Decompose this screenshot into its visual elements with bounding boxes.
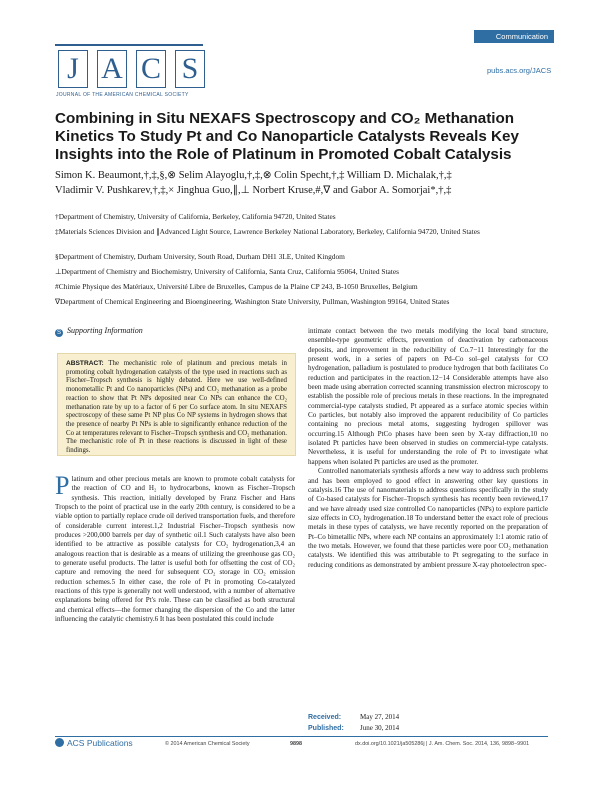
acs-logo-icon	[55, 738, 64, 747]
logo-letter-c: C	[136, 50, 166, 88]
doi-citation[interactable]: dx.doi.org/10.1021/ja505286j | J. Am. Chem. Soc. 2014, 136, 9898−9901	[355, 741, 530, 747]
acs-publications-logo	[55, 738, 133, 748]
affiliation: †Department of Chemistry, University of California, Berkeley, California 94720, United States	[55, 212, 336, 221]
author-list	[55, 168, 555, 198]
supporting-info-icon: S	[56, 330, 61, 336]
abstract-text: The mechanistic role of platinum and precious metals in promoting cobalt hydrogenation catalysts of the type used in reactions such as Fischer–Tropsch synthesis is highly debated. Here we use well-defined monometallic Pt and Co nanoparticles (NPs) and CO₂ methanation as a probe reaction to show that Pt NPs deposited near Co NPs can enhance the CO₂ methanation rate by up to a factor of 6 per Co surface atom. In situ NEXAFS spectroscopy of these same Pt NP plus Co NP systems in hydrogen shows that the presence of nearby Pt NPs is able to significantly enhance reduction of the Co at temperatures relevant to Fischer–Tropsch synthesis and CO₂ methanation. The mechanistic role of Pt in these reactions is discussed in light of these findings.	[66, 360, 287, 455]
body-column-left	[55, 471, 295, 625]
logo-letter-a: A	[97, 50, 127, 88]
affiliation: ‡Materials Sciences Division and ∥Advanced Light Source, Lawrence Berkeley National Laboratory, Berkeley, California 94720, United States	[55, 227, 480, 236]
supporting-info-label: Supporting Information	[67, 326, 143, 335]
logo-letter-j: J	[58, 50, 88, 88]
publication-dates	[308, 712, 399, 734]
received-label: Received:	[308, 714, 342, 721]
journal-subtitle: JOURNAL OF THE AMERICAN CHEMICAL SOCIETY	[56, 92, 189, 98]
body-paragraph: intimate contact between the two metals modifying the local band structure, ensemble-type geometric effects, prevention of deactivation by carbonaceous deposits, and improvement in the reducibility of Co.7−11 Interestingly for the present work, in a series of papers on Pd–Co sol–gel catalysts for CO hydrogenation, palladium is postulated to produce hydrogen that both facilitates Co reduction and participates in the reaction.12−14 Considerable attempts have also been made using aberration corrected scanning transmission electron microscopy to establish the possible role of precious metals in these reactions. In the impregnated commercial-type catalysts studied, Pt appeared as a surface atomic species within Co particles, but notably also improved the apparent reducibility of Co particles containing no precious metal atoms, suggesting hydrogen spillover was occurring.15 Although PtCo phases have been seen by X-ray diffraction,10 no isolated Pt particles have been observed in studies on commercial-type catalysts. Nevertheless, it is useful for understanding the role of Pt to investigate what happens when isolated Pt particles are used as the promoter.	[308, 327, 548, 466]
abstract-box	[57, 353, 296, 456]
logo-rule-top	[55, 44, 203, 46]
page-number: 9898	[290, 741, 302, 747]
acs-publications-label: ACS Publications	[67, 738, 133, 748]
abstract-label: ABSTRACT:	[66, 360, 104, 367]
copyright-notice: © 2014 American Chemical Society	[165, 741, 250, 747]
intro-paragraph-text: latinum and other precious metals are known to promote cobalt catalysts for the reaction of CO and H₂ to hydrocarbons, known as Fischer–Tropsch synthesis. This reaction, initially developed by Franz Fischer and Hans Tropsch to the point of practical use in the early 20th century, is considered to be a viable option to partially replace crude oil derived transportation fuels, and therefore of considerable current interest.1,2 Industrial Fischer–Tropsch synthesis now produces >200,000 barrels per day of synthetic oil.1 Such catalysts have also been identified to be attractive as possible catalysts for CO₂ hydrogenation,3,4 an analogous reaction that is desirable as a means of utilizing the greenhouse gas CO₂ to generate useful products. The latter is useful both for offsetting the cost of CO₂ capture and removing the need for subsequent CO₂ storage in CO₂ emission reduction schemes.5 In either case, the role of Pt in promoting Co-catalyzed reactions of this type is generally not well understood, with a number of alternative explanations being offered for Pt's role. These can be classified as both structural and chemical effects—the former changing the dispersion of the Co and the latter influencing the catalytic chemistry.6 It has been postulated this could include	[55, 475, 295, 624]
affiliation: ⊥Department of Chemistry and Biochemistry, University of California, Santa Cruz, California 95064, United States	[55, 267, 400, 276]
body-column-right	[308, 327, 548, 570]
article-title: Combining in Situ NEXAFS Spectroscopy and CO₂ Methanation Kinetics To Study Pt and Co Nanoparticle Catalysts Reveals Key Insights into the Role of Platinum in Promoted Cobalt Catalysis	[55, 110, 519, 163]
affiliation: ∇Department of Chemical Engineering and Bioengineering, Washington State University, Pullman, Washington 99164, United States	[55, 297, 450, 306]
received-date: May 27, 2014	[360, 713, 400, 721]
drop-cap: P	[55, 471, 70, 500]
authors-line-2: Vladimir V. Pushkarev,†,‡,× Jinghua Guo,∥,⊥ Norbert Kruse,#,∇ and Gabor A. Somorjai*,†,‡	[55, 185, 452, 196]
logo-letter-s: S	[175, 50, 205, 88]
journal-url-link[interactable]: pubs.acs.org/JACS	[487, 66, 552, 75]
supporting-information-link[interactable]	[55, 326, 143, 337]
body-paragraph: Controlled nanomaterials synthesis affords a new way to address such problems and has been employed to good effect in answering other key questions in catalysis.16 The use of nanomaterials to address questions specifically in the study of Co-based catalysts for Fischer–Tropsch synthesis has recently been reviewed,17 and we have already used size controlled Co nanoparticles (NPs) to explore particle size effects in CO₂ hydrogenation.18 To understand better the exact role of precious metals in these types of catalysts, we have recently reported on the preparation of Pt–Co bimetallic NPs, where each NP contains an approximately 1:1 atomic ratio of the two metals. However, we found that these particles were poor CO₂ methanation catalysts. We identified this was attributable to Pt segregating to the surface in reducing conditions as demonstrated by ambient pressure X-ray photoelectron spec-	[308, 467, 548, 569]
affiliation: §Department of Chemistry, Durham University, South Road, Durham DH1 3LE, United Kingdom	[55, 252, 345, 261]
published-date: June 30, 2014	[360, 724, 400, 732]
intro-paragraph	[55, 471, 295, 625]
affiliation: #Chimie Physique des Matériaux, Université Libre de Bruxelles, Campus de la Plaine CP 243, B-1050 Bruxelles, Belgium	[55, 282, 418, 291]
authors-line-1: Simon K. Beaumont,†,‡,§,⊗ Selim Alayoglu,†,‡,⊗ Colin Specht,†,‡ William D. Michalak,†,‡	[55, 170, 452, 181]
article-type-tag: Communication	[474, 30, 554, 43]
footer-rule	[55, 736, 548, 737]
published-label: Published:	[308, 725, 344, 732]
